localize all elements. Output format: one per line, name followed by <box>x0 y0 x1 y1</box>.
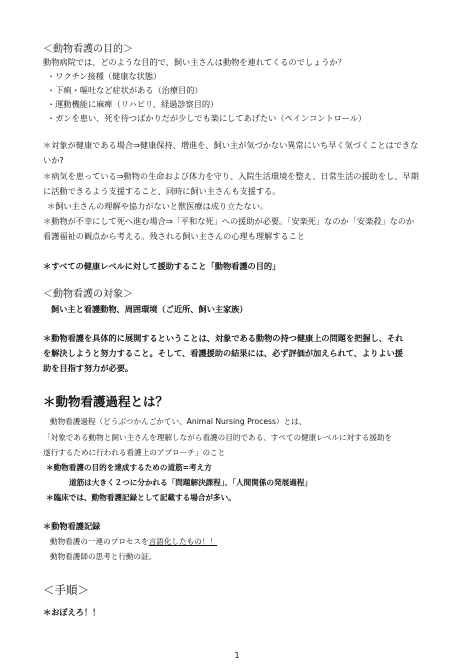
purpose-note: に活動できるよう支援すること、同時に飼い主さんも支援する。 <box>43 186 281 196</box>
target-note: を解決しようと努力すること。そして、看護援助の結果には、必ず評価が加えられて、よりよい援 <box>43 348 403 358</box>
process-bullet: ＊動物看護の目的を達成するための道筋=考え方 <box>46 463 212 472</box>
purpose-note: ＊飼い主さんの理解や協力がないと獣医療は成り立たない。 <box>47 201 269 211</box>
procedure-note: ＊おぼえろ！！ <box>43 607 101 617</box>
process-bullet: ＊臨床では、動物看護記録として記載する場合が多い。 <box>46 493 236 502</box>
record-heading: ＊動物看護記録 <box>43 521 101 531</box>
purpose-question: 動物病院では、どのような目的で、飼い主さんは動物を連れてくるのでしょうか？ <box>43 57 346 67</box>
purpose-item: ・下痢・嘔吐など症状がある（治療目的） <box>47 85 203 95</box>
record-line: 動物看護師の思考と行動の証。 <box>50 552 157 561</box>
process-line: 「対象である動物と飼い主さんを理解しながら看護の目的である、すべての健康レベルに対する援助を <box>43 433 393 442</box>
purpose-item: ・運動機能に麻痺（リハビリ、経過診察目的） <box>47 99 219 109</box>
record-line-underlined: 言語化したもの！！ <box>148 537 218 546</box>
record-line-text: 動物看護の一連のプロセスを <box>50 537 149 546</box>
process-line: 動物看護過程（どうぶつかんごかてい、Animal Nursing Process）とは、 <box>50 417 307 426</box>
target-heading: ＜動物看護の対象＞ <box>43 289 133 300</box>
procedure-heading: ＜手順＞ <box>43 583 89 597</box>
process-indent: 道筋は大きく２つに分かれる「問題解決課程」、「人間関係の発展過程」 <box>69 478 312 487</box>
process-line: 遂行するために行われる看護上のアプローチ」のこと <box>43 448 226 457</box>
purpose-item: ・ワクチン接種（健康な状態） <box>47 71 162 81</box>
process-heading: ＊動物看護過程とは？ <box>43 394 169 409</box>
purpose-summary: ＊すべての健康レベルに対して援助すること「動物看護の目的」 <box>43 261 281 271</box>
purpose-note: ＊病気を患っている⇒動物の生命および体力を守り、入院生活環境を整え、日常生活の援助をし、早期 <box>43 171 419 181</box>
purpose-note: いか? <box>43 155 64 165</box>
purpose-note: ＊対象が健康である場合⇒健康保持、増進を、飼い主が気づかない異常にいち早く気づくことはできな <box>43 140 419 150</box>
target-note: 助を目指す努力が必要。 <box>43 363 134 373</box>
purpose-note: ＊動物が不幸にして死へ進む場合⇒「平和な死」への援助が必要。「安楽死」なのか「安楽殺」なのか <box>43 216 415 226</box>
record-line <box>50 538 217 546</box>
purpose-item: ・ガンを患い、死を待つばかりだが少しでも楽にしてあげたい（ペインコントロール） <box>47 113 367 123</box>
target-body: 飼い主と看護動物、周囲環境（ご近所、飼い主家族） <box>51 304 248 314</box>
purpose-heading: ＜動物看護の目的＞ <box>43 44 133 55</box>
page-number: 1 <box>234 651 240 660</box>
target-note: ＊動物看護を具体的に展開するということは、対象である動物の持つ健康上の問題を把握し、それ <box>43 333 404 343</box>
purpose-note: 看護福祉の観点から考える。残される飼い主さんの心理も理解すること <box>43 231 306 241</box>
